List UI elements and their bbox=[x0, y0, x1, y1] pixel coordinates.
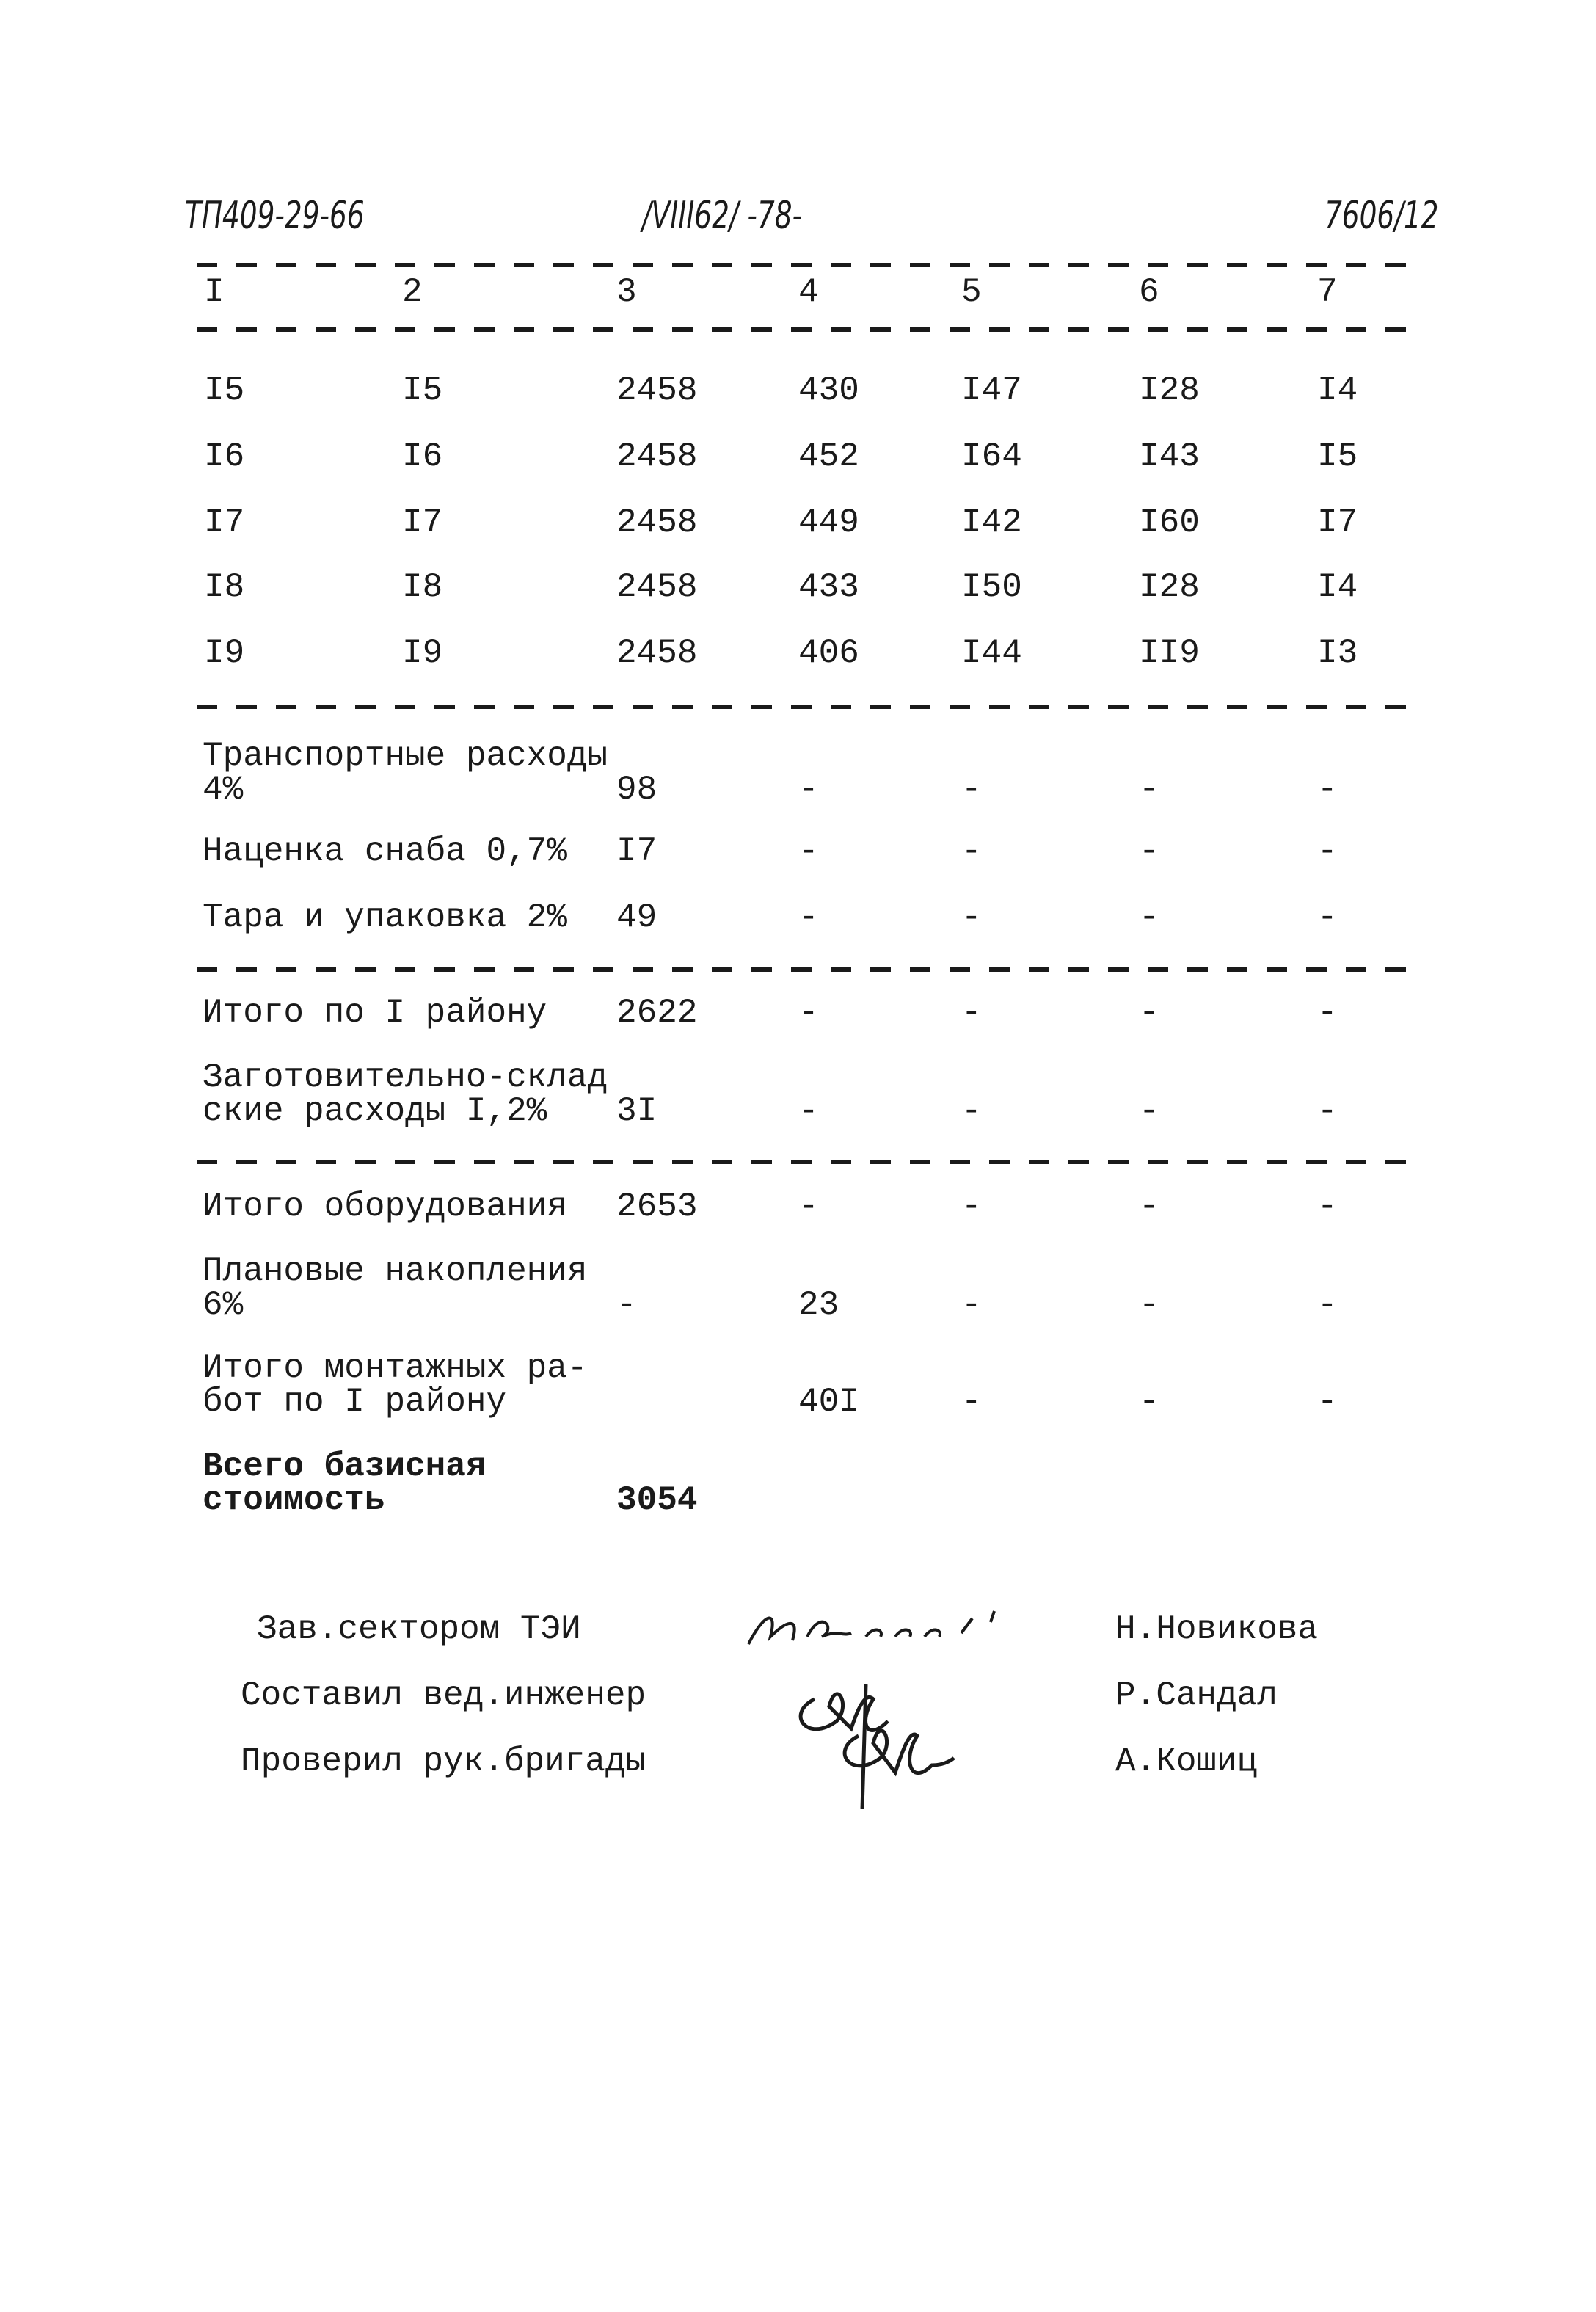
table-cell: I50 bbox=[961, 568, 1022, 606]
summary-value: - bbox=[1139, 898, 1159, 937]
table-cell: I5 bbox=[402, 371, 443, 410]
summary-value: - bbox=[1139, 1383, 1159, 1421]
column-header: 3 bbox=[616, 273, 637, 311]
table-cell: I43 bbox=[1139, 437, 1200, 476]
table-cell: I4 bbox=[1317, 371, 1358, 410]
summary-label: Тара и упаковка 2% bbox=[203, 898, 567, 937]
summary-label: Итого по I району bbox=[203, 994, 547, 1032]
table-cell: I5 bbox=[204, 371, 245, 410]
table-cell: 406 bbox=[798, 634, 859, 672]
summary-label: Наценка снаба 0,7% bbox=[203, 832, 567, 870]
summary-label: Транспортные расходы bbox=[203, 737, 608, 775]
signature-novikova bbox=[741, 1600, 1013, 1659]
summary-value: 2622 bbox=[616, 994, 698, 1032]
table-cell: I7 bbox=[1317, 504, 1358, 542]
table-cell: I6 bbox=[402, 437, 443, 476]
table-cell: 430 bbox=[798, 371, 859, 410]
summary-value: - bbox=[1317, 1286, 1338, 1324]
summary-value: - bbox=[1139, 994, 1159, 1032]
column-header: 5 bbox=[961, 273, 982, 311]
table-cell: I47 bbox=[961, 371, 1022, 410]
summary-value: - bbox=[1317, 771, 1338, 809]
table-cell: I8 bbox=[402, 568, 443, 606]
summary-value: - bbox=[616, 1286, 637, 1324]
divider bbox=[197, 967, 1418, 972]
table-cell: 433 bbox=[798, 568, 859, 606]
summary-value: - bbox=[961, 1092, 982, 1130]
summary-label: 6% bbox=[203, 1286, 244, 1324]
summary-value: - bbox=[1139, 771, 1159, 809]
table-cell: I42 bbox=[961, 504, 1022, 542]
summary-value: - bbox=[798, 1188, 819, 1226]
summary-value: - bbox=[798, 994, 819, 1032]
summary-value: - bbox=[798, 898, 819, 937]
summary-label: Заготовительно-склад bbox=[203, 1058, 608, 1097]
summary-value: - bbox=[961, 898, 982, 937]
divider bbox=[197, 327, 1418, 332]
summary-value: - bbox=[961, 1188, 982, 1226]
summary-value: 3054 bbox=[616, 1481, 698, 1519]
table-cell: I9 bbox=[402, 634, 443, 672]
table-cell: 2458 bbox=[616, 568, 698, 606]
summary-value: - bbox=[961, 1383, 982, 1421]
column-header: I bbox=[204, 273, 225, 311]
sheet-number: 7606/12 bbox=[1324, 194, 1439, 238]
table-cell: 2458 bbox=[616, 371, 698, 410]
table-cell: II9 bbox=[1139, 634, 1200, 672]
summary-value: - bbox=[1139, 1092, 1159, 1130]
summary-label: Итого оборудования bbox=[203, 1188, 567, 1226]
summary-value: - bbox=[1317, 994, 1338, 1032]
summary-label: бот по I району bbox=[203, 1383, 507, 1421]
summary-value: - bbox=[1139, 1286, 1159, 1324]
signatory-name: Р.Сандал bbox=[1115, 1676, 1278, 1715]
column-header: 7 bbox=[1317, 273, 1338, 311]
table-cell: 449 bbox=[798, 504, 859, 542]
table-cell: I5 bbox=[1317, 437, 1358, 476]
summary-value: - bbox=[1139, 832, 1159, 870]
summary-label: ские расходы I,2% bbox=[203, 1092, 547, 1130]
summary-label: стоимость bbox=[203, 1481, 385, 1519]
summary-value: - bbox=[961, 832, 982, 870]
table-cell: 2458 bbox=[616, 437, 698, 476]
summary-value: 3I bbox=[616, 1092, 657, 1130]
summary-value: - bbox=[1317, 832, 1338, 870]
table-cell: 452 bbox=[798, 437, 859, 476]
summary-value: - bbox=[961, 994, 982, 1032]
divider bbox=[197, 705, 1418, 709]
summary-value: 98 bbox=[616, 771, 657, 809]
summary-label: 4% bbox=[203, 771, 244, 809]
summary-value: - bbox=[1317, 1188, 1338, 1226]
summary-value: 23 bbox=[798, 1286, 839, 1324]
signatory-name: Н.Новикова bbox=[1115, 1610, 1319, 1648]
summary-value: - bbox=[961, 1286, 982, 1324]
summary-label: Всего базисная bbox=[203, 1447, 487, 1486]
table-cell: I64 bbox=[961, 437, 1022, 476]
table-cell: I28 bbox=[1139, 371, 1200, 410]
table-cell: I8 bbox=[204, 568, 245, 606]
document-code: ТП409-29-66 bbox=[185, 194, 365, 238]
summary-value: I7 bbox=[616, 832, 657, 870]
table-cell: I3 bbox=[1317, 634, 1358, 672]
summary-value: - bbox=[798, 1092, 819, 1130]
signatory-role: Зав.сектором ТЭИ bbox=[257, 1610, 581, 1648]
summary-value: - bbox=[798, 771, 819, 809]
summary-value: - bbox=[961, 771, 982, 809]
column-header: 4 bbox=[798, 273, 819, 311]
table-cell: I9 bbox=[204, 634, 245, 672]
table-cell: 2458 bbox=[616, 504, 698, 542]
summary-value: - bbox=[798, 832, 819, 870]
table-cell: I7 bbox=[402, 504, 443, 542]
divider bbox=[197, 1160, 1418, 1164]
summary-value: 2653 bbox=[616, 1188, 698, 1226]
signatory-name: А.Кошиц bbox=[1115, 1742, 1258, 1781]
signature-sandal bbox=[785, 1655, 976, 1809]
table-cell: I60 bbox=[1139, 504, 1200, 542]
summary-value: - bbox=[1317, 1092, 1338, 1130]
summary-value: - bbox=[1139, 1188, 1159, 1226]
summary-value: - bbox=[1317, 898, 1338, 937]
table-cell: 2458 bbox=[616, 634, 698, 672]
column-header: 6 bbox=[1139, 273, 1159, 311]
table-cell: I44 bbox=[961, 634, 1022, 672]
table-cell: I6 bbox=[204, 437, 245, 476]
summary-value: 49 bbox=[616, 898, 657, 937]
summary-label: Плановые накопления bbox=[203, 1252, 588, 1290]
table-cell: I28 bbox=[1139, 568, 1200, 606]
column-header: 2 bbox=[402, 273, 423, 311]
summary-value: - bbox=[1317, 1383, 1338, 1421]
divider bbox=[197, 263, 1418, 267]
signatory-role: Составил вед.инженер bbox=[241, 1676, 646, 1715]
signatory-role: Проверил рук.бригады bbox=[241, 1742, 646, 1781]
table-cell: I4 bbox=[1317, 568, 1358, 606]
summary-label: Итого монтажных ра- bbox=[203, 1349, 588, 1387]
table-cell: I7 bbox=[204, 504, 245, 542]
document-ref: /VIII62/ -78- bbox=[642, 194, 803, 238]
summary-value: 40I bbox=[798, 1383, 859, 1421]
